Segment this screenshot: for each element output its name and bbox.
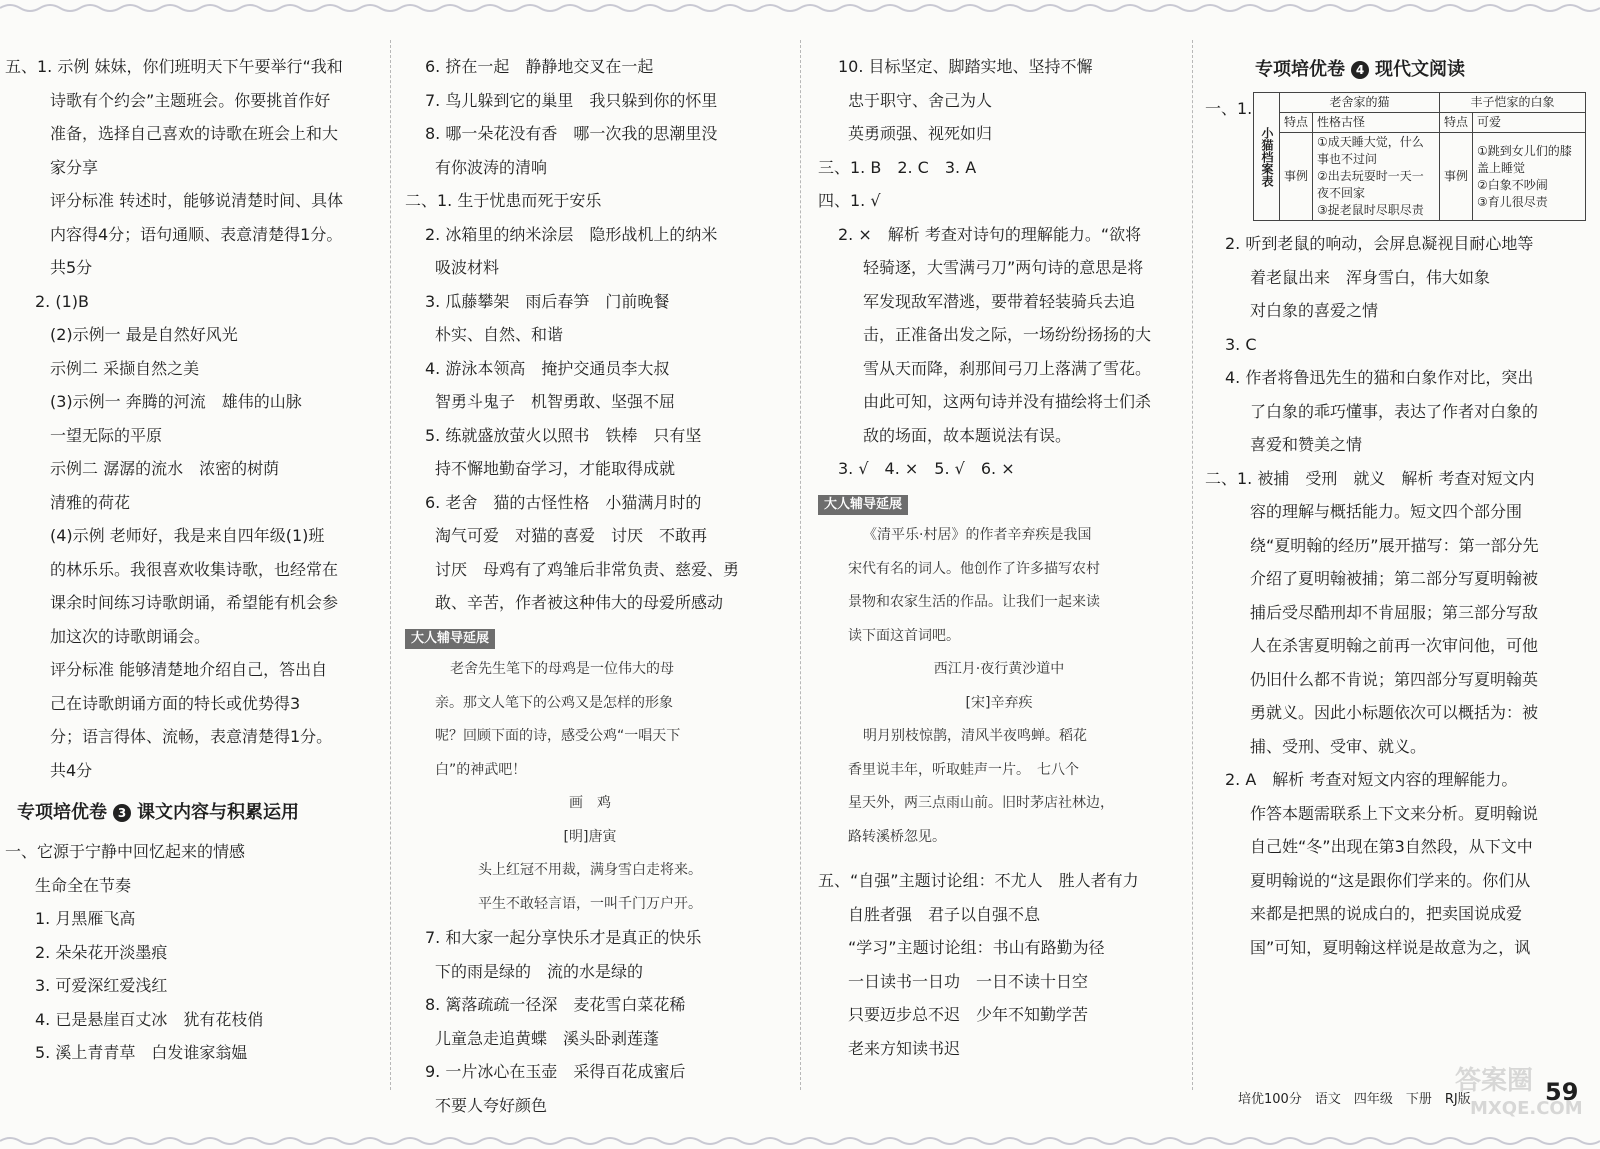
answer-line: 一日读书一日功 一日不读十日空	[848, 971, 1089, 991]
table-cell: ①成天睡大觉，什么事也不过问 ②出去玩耍时一天一夜不回家 ③捉老鼠时尽职尽责	[1313, 133, 1440, 221]
table-header: 丰子恺家的白象	[1440, 93, 1586, 113]
answer-line: 2. A 解析 考查对短文内容的理解能力。	[1225, 770, 1518, 789]
answer-line: (2)示例一 最是自然好风光	[50, 325, 238, 344]
answer-line: 三、1. B 2. C 3. A	[818, 157, 977, 177]
answer-line: 着老鼠出来 浑身雪白，伟大如象	[1250, 267, 1491, 287]
table-cell: 特点	[1280, 113, 1313, 133]
table-side-label: 小猫档案表	[1254, 93, 1280, 221]
answer-line: 的林乐乐。我很喜欢收集诗歌，也经常在	[50, 559, 339, 579]
answer-line: 示例二 潺潺的流水 浓密的树荫	[50, 459, 280, 478]
parent-guide-tag: 大人辅导延展	[405, 629, 495, 649]
answer-line: 捕后受尽酷刑却不肯屈服；第三部分写敌	[1250, 602, 1539, 622]
answer-line: 8. 篱落疏疏一径深 麦花雪白菜花稀	[425, 995, 686, 1014]
answer-line: 容的理解与概括能力。短文四个部分围	[1250, 502, 1523, 521]
watermark-logo: 答案圈	[1455, 1066, 1534, 1096]
answer-line: 老来方知读书迟	[848, 1038, 961, 1058]
column-divider	[390, 40, 391, 1090]
bottom-wave-border	[0, 1133, 1600, 1149]
section-title-3: 专项培优卷 3 课文内容与积累运用	[17, 802, 299, 823]
answer-line: 二、1. 被捕 受刑 就义 解析 考查对短文内	[1205, 468, 1535, 488]
answer-line: 绕“夏明翰的经历”展开描写：第一部分先	[1250, 535, 1539, 555]
answer-line: 对白象的喜爱之情	[1250, 301, 1379, 320]
answer-column-4	[1205, 52, 1593, 964]
parent-guide-tag: 大人辅导延展	[818, 495, 908, 515]
answer-line: 7. 鸟儿躲到它的巢里 我只躲到你的怀里	[425, 90, 718, 110]
answer-line: 二、1. 生于忧患而死于安乐	[405, 191, 602, 210]
poem-line: 明月别枝惊鹊，清风半夜鸣蝉。稻花	[863, 728, 1087, 744]
answer-line: 3. C	[1225, 334, 1257, 354]
answer-line: 共4分	[50, 760, 93, 780]
answer-line: 喜爱和赞美之情	[1250, 435, 1363, 454]
answer-line: (3)示例一 奔腾的河流 雄伟的山脉	[50, 392, 302, 411]
answer-line: 4. 已是悬崖百丈冰 犹有花枝俏	[35, 1009, 264, 1029]
poem-line: 星天外，两三点雨山前。旧时茅店社林边，	[848, 795, 1114, 811]
answer-line: 朴实、自然、和谐	[435, 325, 564, 344]
answer-line: 捕、受刑、受审、就义。	[1250, 736, 1427, 756]
poem-line: 头上红冠不用裁，满身雪白走将来。	[478, 862, 702, 878]
section-title-4: 专项培优卷 4 现代文阅读	[1255, 59, 1465, 80]
answer-line: 准备，选择自己喜欢的诗歌在班会上和大	[50, 124, 339, 143]
answer-line: 了白象的乖巧懂事，表达了作者对白象的	[1250, 401, 1539, 421]
column-divider	[1192, 40, 1193, 1090]
watermark-url: MXQE.COM	[1470, 1098, 1583, 1119]
answer-line: 诗歌有个约会”主题班会。你要挑首作好	[50, 90, 331, 110]
answer-line: 2. (1)B	[35, 291, 89, 311]
answer-line: 不要人夸好颜色	[435, 1095, 548, 1115]
answer-line: 五、“自强”主题讨论组：不尤人 胜人者有力	[818, 871, 1139, 890]
table-cell: 特点	[1440, 113, 1473, 133]
table-cell: 性格古怪	[1313, 113, 1440, 133]
answer-line: 击，正准备出发之际，一场纷纷扬扬的大	[863, 325, 1152, 344]
answer-line: 勇就义。因此小标题依次可以概括为：被	[1250, 703, 1539, 722]
answer-line: 一望无际的平原	[50, 425, 163, 445]
answer-line: 仍旧什么都不肯说；第四部分写夏明翰英	[1250, 669, 1539, 689]
poem-line: 路转溪桥忽见。	[848, 828, 946, 845]
answer-line: 3. 瓜藤攀架 雨后春笋 门前晚餐	[425, 291, 670, 311]
guide-text: 老舍先生笔下的母鸡是一位伟大的母	[450, 661, 674, 677]
guide-text: 景物和农家生活的作品。让我们一起来读	[848, 594, 1100, 610]
answer-line: 介绍了夏明翰被捕；第二部分写夏明翰被	[1250, 569, 1539, 588]
answer-line: 雪从天而降，刹那间弓刀上落满了雪花。	[863, 358, 1152, 378]
answer-line: 军发现敌军潜逃，要带着轻装骑兵去追	[863, 291, 1136, 311]
answer-line: 2. 冰箱里的纳米涂层 隐形战机上的纳米	[425, 224, 718, 244]
answer-line: 轻骑逐，大雪满弓刀”两句诗的意思是将	[863, 258, 1144, 277]
answer-line: 一、它源于宁静中回忆起来的情感	[5, 842, 246, 861]
answer-line: 四、1. √	[818, 191, 881, 210]
answer-line: 五、1. 示例 妹妹，你们班明天下午要举行“我和	[5, 57, 343, 76]
guide-text: 《清平乐·村居》的作者辛弃疾是我国	[863, 527, 1092, 543]
answer-line: 内容得4分；语句通顺、表意清楚得1分。	[50, 224, 343, 244]
answer-line: 英勇顽强、视死如归	[848, 124, 993, 143]
table-cell: 事例	[1440, 133, 1473, 221]
poem-line: 平生不敢轻言语，一叫千门万户开。	[478, 895, 702, 912]
answer-line: 5. 溪上青青草 白发谁家翁媪	[35, 1043, 248, 1062]
answer-column-3	[818, 50, 1180, 1065]
answer-line: 清雅的荷花	[50, 492, 131, 512]
answer-line: 4. 作者将鲁迅先生的猫和白象作对比，突出	[1225, 368, 1534, 387]
answer-line: 示例二 采撷自然之美	[50, 358, 200, 378]
guide-text: 呢？回顾下面的诗，感受公鸡“一唱天下	[435, 728, 681, 744]
answer-line: 下的雨是绿的 流的水是绿的	[435, 961, 644, 981]
answer-line: 儿童急走追黄蝶 溪头卧剥莲蓬	[435, 1028, 660, 1048]
answer-line: 1. 月黑雁飞高	[35, 909, 136, 928]
answer-line: 自胜者强 君子以自强不息	[848, 904, 1041, 924]
answer-line: 由此可知，这两句诗并没有描绘将士们杀	[863, 392, 1152, 411]
answer-line: 敌的场面，故本题说法有误。	[863, 425, 1072, 445]
answer-line: 夏明翰说的“这是跟你们学来的。你们从	[1250, 870, 1531, 890]
poem-title: 西江月·夜行黄沙道中	[933, 661, 1065, 677]
answer-line: 有你波涛的清响	[435, 157, 548, 177]
answer-line: 作答本题需联系上下文来分析。夏明翰说	[1250, 803, 1539, 823]
answer-line: (4)示例 老师好，我是来自四年级(1)班	[50, 526, 325, 545]
cat-profile-table	[1253, 92, 1586, 221]
answer-line: 2. × 解析 考查对诗句的理解能力。“欲将	[838, 224, 1142, 244]
scoring-criteria: 评分标准 能够清楚地介绍自己，答出自	[50, 660, 328, 679]
answer-line: 家分享	[50, 157, 99, 177]
answer-line: “学习”主题讨论组：书山有路勤为径	[848, 938, 1105, 957]
table-header: 老舍家的猫	[1280, 93, 1440, 113]
answer-line: 来都是把黑的说成白的，把卖国说成爱	[1250, 904, 1523, 923]
answer-line: 讨厌 母鸡有了鸡雏后非常负责、慈爱、勇	[435, 559, 740, 579]
answer-line: 3. √ 4. × 5. √ 6. ×	[838, 459, 1015, 478]
poem-author: [明]唐寅	[563, 828, 617, 845]
answer-line: 2. 听到老鼠的响动，会屏息凝视目耐心地等	[1225, 234, 1534, 253]
answer-line: 5. 练就盛放萤火以照书 铁棒 只有坚	[425, 425, 702, 445]
answer-line: 忠于职守、舍己为人	[848, 90, 993, 110]
answer-line: 2. 朵朵花开淡墨痕	[35, 942, 168, 962]
answer-line: 共5分	[50, 258, 93, 277]
answer-line: 课余时间练习诗歌朗诵，希望能有机会参	[50, 593, 339, 612]
answer-line: 人在杀害夏明翰之前再一次审问他，可他	[1250, 636, 1539, 655]
answer-line: 9. 一片冰心在玉壶 采得百花成蜜后	[425, 1062, 686, 1081]
answer-line: 己在诗歌朗诵方面的特长或优势得3	[50, 693, 301, 713]
answer-line: 淘气可爱 对猫的喜爱 讨厌 不敢再	[435, 526, 708, 545]
answer-line: 10. 目标坚定、脚踏实地、坚持不懈	[838, 57, 1093, 76]
guide-text: 读下面这首词吧。	[848, 627, 960, 644]
answer-line: 加这次的诗歌朗诵会。	[50, 626, 211, 646]
answer-line: 生命全在节奏	[35, 875, 132, 895]
table-cell: ①跳到女儿们的膝盖上睡觉 ②白象不吵闹 ③育儿很尽责	[1473, 133, 1586, 221]
answer-column-2	[405, 50, 775, 1122]
table-cell: 可爱	[1473, 113, 1586, 133]
answer-column-1	[5, 50, 375, 1070]
table-cell: 事例	[1280, 133, 1313, 221]
scoring-criteria: 评分标准 转述时，能够说清楚时间、具体	[50, 191, 344, 210]
answer-line: 6. 挤在一起 静静地交叉在一起	[425, 57, 654, 76]
answer-line: 6. 老舍 猫的古怪性格 小猫满月时的	[425, 492, 702, 512]
answer-line: 智勇斗鬼子 机智勇敢、坚强不屈	[435, 392, 676, 411]
answer-line: 4. 游泳本领高 掩护交通员李大叔	[425, 358, 670, 378]
answer-line: 敢、辛苦，作者被这种伟大的母爱所感动	[435, 593, 724, 612]
question-number: 一、1.	[1205, 99, 1253, 118]
answer-line: 分；语言得体、流畅，表意清楚得1分。	[50, 727, 333, 746]
guide-text: 亲。那文人笔下的公鸡又是怎样的形象	[435, 694, 673, 711]
answer-line: 国”可知，夏明翰这样说是故意为之，讽	[1250, 937, 1531, 957]
section-number-badge: 3	[113, 804, 131, 822]
top-wave-border	[0, 0, 1600, 16]
guide-text: 宋代有名的词人。他创作了许多描写农村	[848, 560, 1100, 577]
answer-line: 吸波材料	[435, 258, 500, 277]
page-footer: 培优100分 语文 四年级 下册 RJ版	[1238, 1092, 1471, 1107]
poem-line: 香里说丰年，听取蛙声一片。 七八个	[848, 761, 1079, 778]
poem-author: [宋]辛弃疾	[965, 694, 1033, 711]
poem-title: 画 鸡	[569, 795, 611, 811]
answer-line: 只要迈步总不迟 少年不知勤学苦	[848, 1005, 1089, 1024]
answer-line: 自己姓“冬”出现在第3自然段，从下文中	[1250, 837, 1533, 856]
answer-line: 8. 哪一朵花没有香 哪一次我的思潮里没	[425, 124, 718, 143]
guide-text: 白”的神武吧！	[435, 761, 527, 778]
answer-line: 7. 和大家一起分享快乐才是真正的快乐	[425, 928, 702, 947]
column-divider	[800, 40, 801, 1090]
section-number-badge: 4	[1351, 61, 1369, 79]
answer-line: 持不懈地勤奋学习，才能取得成就	[435, 459, 676, 478]
answer-line: 3. 可爱深红爱浅红	[35, 976, 168, 995]
page-number: 59	[1545, 1078, 1579, 1106]
